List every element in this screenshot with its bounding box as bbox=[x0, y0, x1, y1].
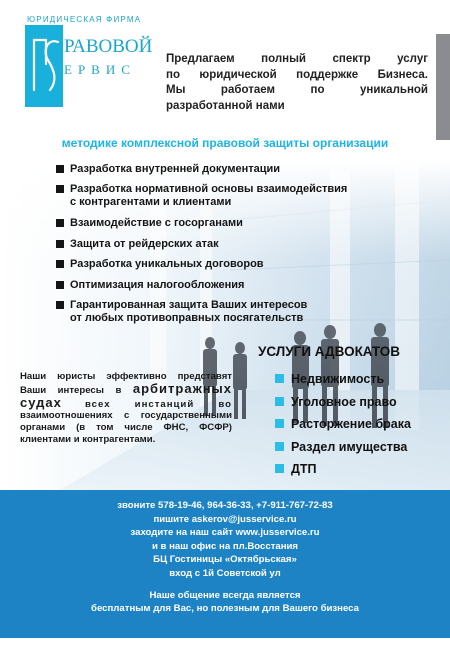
service-item: Разработка нормативной основы взаимодействия с контрагентами и клиентами bbox=[56, 183, 416, 209]
logo-tagline: ЮРИДИЧЕСКАЯ ФИРМА bbox=[27, 15, 142, 24]
contact-email: пишите askerov@jusservice.ru bbox=[153, 513, 297, 525]
advocate-service-item: Уголовное право bbox=[275, 394, 411, 417]
contact-phones: звоните 578-19-46, 964-36-33, +7-911-767-72-83 bbox=[117, 500, 333, 511]
bullet-square-icon bbox=[275, 464, 284, 473]
bullet-square-icon bbox=[56, 219, 64, 227]
intro-line: Предлагаем полный спектр услуг bbox=[166, 53, 428, 65]
contact-entrance: вход с 1й Советской ул bbox=[169, 567, 281, 579]
service-item: Разработка внутренней документации bbox=[56, 163, 416, 176]
logo-word-servis: ЕРВИС bbox=[64, 62, 136, 77]
intro-line: разработанной нами bbox=[166, 99, 285, 112]
logo-monogram-icon bbox=[28, 30, 62, 100]
advocates-list bbox=[275, 371, 411, 484]
advocate-service-item: Раздел имущества bbox=[275, 439, 411, 462]
advocates-title: УСЛУГИ АДВОКАТОВ bbox=[258, 344, 401, 359]
intro-line: Мы работаем по уникальной bbox=[166, 84, 428, 96]
service-item: Защита от рейдерских атак bbox=[56, 238, 416, 251]
logo-word-pravovoi: РАВОВОЙ bbox=[64, 36, 153, 57]
lawyers-line: органами (в том числе ФНС, ФСФР) bbox=[20, 422, 232, 434]
advocate-service-item: ДТП bbox=[275, 461, 411, 484]
bullet-square-icon bbox=[56, 301, 64, 309]
service-item: Взаимодействие с госорганами bbox=[56, 217, 416, 230]
contact-website: заходите на наш сайт www.jusservice.ru bbox=[130, 527, 320, 539]
service-item: Разработка уникальных договоров bbox=[56, 258, 416, 271]
bullet-square-icon bbox=[56, 281, 64, 289]
bullet-square-icon bbox=[56, 240, 64, 248]
lawyers-paragraph bbox=[20, 371, 232, 446]
service-item: Гарантированная защита Ваших интересов от любых противоправных посягательств bbox=[56, 299, 416, 325]
intro-line: по юридической поддержке Бизнеса. bbox=[166, 68, 428, 81]
bottom-margin bbox=[0, 638, 450, 656]
contact-panel bbox=[0, 490, 450, 638]
advocate-service-item: Расторжение брака bbox=[275, 416, 411, 439]
bullet-square-icon bbox=[275, 419, 284, 428]
lawyers-line: клиентами и контрагентами. bbox=[20, 433, 156, 445]
lawyers-line: взаимоотношениях с государственными bbox=[20, 410, 232, 422]
spacer bbox=[0, 581, 450, 589]
bullet-square-icon bbox=[56, 185, 64, 193]
contact-building: БЦ Гостиницы «Октябрьская» bbox=[153, 554, 297, 566]
bullet-square-icon bbox=[56, 165, 64, 173]
bullet-square-icon bbox=[275, 374, 284, 383]
bullet-square-icon bbox=[56, 260, 64, 268]
footer-note-line1: Наше общение всегда является bbox=[149, 589, 301, 601]
methodology-subtitle: методике комплексной правовой защиты организации bbox=[61, 136, 389, 150]
lawyers-line: Наши юристы эффективно представят bbox=[20, 371, 232, 382]
decorative-side-bar bbox=[436, 34, 450, 140]
service-item: Оптимизация налогообложения bbox=[56, 279, 416, 292]
bullet-square-icon bbox=[275, 442, 284, 451]
bullet-square-icon bbox=[275, 397, 284, 406]
intro-text bbox=[166, 52, 428, 114]
lawyers-line: Ваши интересы в арбитражных bbox=[20, 380, 232, 396]
lawyers-line: судах всех инстанций во bbox=[20, 394, 232, 410]
advocate-service-item: Недвижимость bbox=[275, 371, 411, 394]
footer-note-line2: бесплатным для Вас, но полезным для Вашего бизнеса bbox=[91, 603, 359, 615]
services-list bbox=[56, 163, 416, 333]
contact-office: и в наш офис на пл.Восстания bbox=[151, 540, 299, 552]
